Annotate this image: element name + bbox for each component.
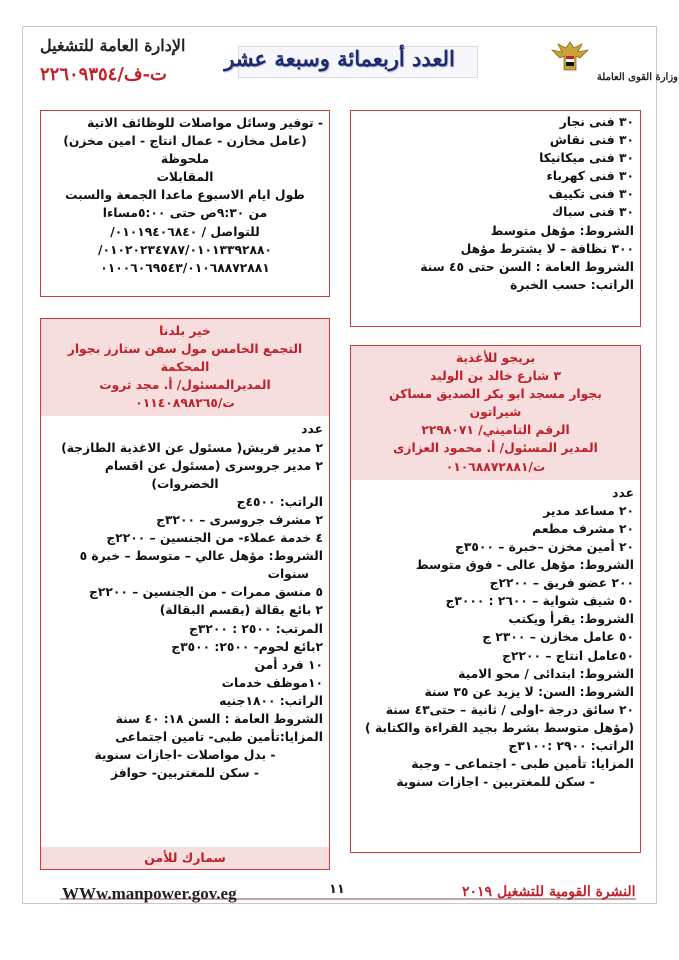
- list-item: ٥ منسق ممرات - من الجنسين – ٢٢٠٠ج: [89, 585, 323, 600]
- list-item: ٢٠ أمين مخزن –خبرة – ٣٥٠٠ج: [455, 539, 634, 554]
- list-item: - سكن للمغتربين- حوافز: [110, 766, 260, 781]
- company-address: بجوار مسجد ابو بكر الصديق مساكن: [389, 387, 602, 402]
- list-item: ٢ بائع بقالة (بقسم البقالة): [159, 603, 323, 618]
- company-phone: ت/٠١٠٦٨٨٧٢٨٨١: [445, 459, 546, 474]
- list-item: ٢ مشرف جروسرى – ٣٢٠٠ج: [156, 512, 323, 527]
- list-item: عدد: [612, 485, 634, 500]
- list-item: الراتب: ١٨٠٠جنيه: [219, 693, 323, 708]
- list-item: الشروط: السن: لا يزيد عن ٣٥ سنة: [424, 684, 634, 699]
- list-item: ٣٠ فنى سباك: [551, 205, 634, 220]
- next-company-title: سمارك للأمن: [41, 847, 329, 869]
- company-address: المحكمة: [160, 360, 210, 375]
- list-item: ٠١٠٠٦٠٦٩٥٤٣/٠١٠٦٨٨٧٢٨٨١: [100, 260, 270, 275]
- list-item: المزايا: تأمين طبى - اجتماعى – وجبة: [411, 757, 634, 772]
- list-item: عدد: [301, 422, 323, 437]
- list-item: ٣٠ فنى تكييف: [548, 187, 634, 202]
- list-item: ٢٠ مشرف مطعم: [532, 521, 634, 536]
- list-item: ٢بائع لحوم- ٢٥٠٠: ٣٥٠٠ج: [171, 639, 323, 654]
- list-item: من ٩:٣٠ص حتى ٥:٠٠مساءا: [102, 206, 268, 221]
- list-item: الشروط: ابتدائى / محو الامية: [458, 666, 634, 681]
- company-header: [41, 319, 329, 416]
- department-name: الإدارة العامة للتشغيل: [40, 36, 186, 55]
- list-item: المرتب: ٢٥٠٠ : ٣٢٠٠ج: [189, 621, 323, 636]
- list-item: ٢٠ سائق درجة -اولى / ثانية – حتى٤٣ سنة: [385, 702, 634, 717]
- company-name: خير بلدنا: [159, 324, 211, 338]
- company-address: ٣ شارع خالد بن الوليد: [430, 369, 561, 384]
- bulletin-title: النشرة القومية للتشغيل ٢٠١٩: [462, 884, 636, 900]
- list-item: ٣٠٠ نظافة – لا يشترط مؤهل: [460, 241, 634, 256]
- list-item: ٥٠ شيف شواية – ٢٦٠٠ : ٣٠٠٠ج: [445, 594, 634, 609]
- list-item: المزايا:تأمين طبى- تامين اجتماعى: [115, 730, 323, 745]
- list-item: الشروط: مؤهل عالي – متوسط – خبرة ٥: [79, 549, 323, 564]
- list-item: ٣٠ فنى نقاش: [549, 133, 634, 148]
- list-item: ٢٠ مساعد مدير: [543, 503, 634, 518]
- manager-name: المدير المسئول/ أ. محمود العزازى: [393, 441, 598, 456]
- company-phone: ت/٠١١٤٠٨٩٨٢٦٥: [135, 396, 235, 411]
- list-item: الراتب: ٢٩٠٠ :٣١٠٠ج: [508, 738, 634, 753]
- list-item: - بدل مواصلات -اجازات سنوية: [94, 748, 276, 763]
- list-item: ٢٠٠ عضو فريق – ٢٢٠٠ج: [489, 576, 634, 591]
- list-item: ٥٠عامل انتاج – ٢٢٠٠ج: [502, 648, 634, 663]
- list-item: الراتب: حسب الخبرة: [510, 277, 634, 292]
- list-item: ٣٠ فنى كهرباء: [546, 169, 634, 184]
- list-item: ٥٠ عامل مخازن – ٢٣٠٠ ج: [482, 630, 634, 645]
- company-address: شيراتون: [469, 405, 522, 420]
- list-item: ١٠موظف خدمات: [221, 675, 323, 690]
- manager-name: المديرالمسئول/ أ. مجد ثروت: [99, 378, 271, 393]
- list-item: للتواصل / ٠١٠١٩٤٠٦٨٤٠/: [110, 224, 260, 239]
- page-header: [0, 0, 679, 85]
- list-item: ٣٠ فنى نجار: [559, 115, 634, 129]
- list-item: ١٠ فرد أمن: [254, 657, 323, 672]
- insurance-number: الرقم التاميني/ ٢٢٩٨٠٧١: [421, 423, 570, 438]
- list-item: الخضروات): [151, 476, 219, 491]
- issue-title: العدد أربعمائة وسبعة عشر: [224, 46, 455, 71]
- list-item: - سكن للمغتربين - اجازات سنوية: [396, 775, 595, 790]
- list-item: (عامل مخازن - عمال انتاج - امين مخزن): [63, 134, 307, 149]
- list-item: ٠١٠٢٠٢٣٤٧٨٧/٠١٠١٣٣٩٢٨٨٠/: [97, 242, 273, 257]
- department-phone: ت-ف/٢٢٦٠٩٣٥٤: [40, 64, 167, 85]
- list-item: الراتب: ٤٥٠٠ج: [236, 494, 323, 509]
- company-address: التجمع الخامس مول سفن ستارز بجوار: [67, 342, 303, 357]
- box-craft-jobs: [350, 110, 641, 327]
- list-item: سنوات: [267, 567, 309, 582]
- box-brioche-foods: [350, 345, 641, 853]
- list-item: الشروط العامة : السن حتى ٤٥ سنة: [420, 259, 634, 274]
- list-item: ٣٠ فنى ميكانيكا: [539, 151, 634, 166]
- list-item: الشروط: مؤهل عالى - فوق متوسط: [415, 558, 634, 573]
- box-transport-notes: [40, 110, 330, 297]
- company-name: بريجو للأغذية: [455, 351, 536, 365]
- list-item: المقابلات: [156, 170, 214, 185]
- list-item: الشروط: مؤهل متوسط: [490, 223, 634, 238]
- list-item: - توفير وسائل مواصلات للوظائف الاتية: [87, 116, 323, 130]
- list-item: (مؤهل متوسط بشرط بجيد القراءة والكتابة ): [365, 720, 634, 735]
- list-item: الشروط العامة : السن ١٨: ٤٠ سنة: [115, 711, 323, 726]
- website-link[interactable]: WWw.manpower.gov.eg: [62, 884, 237, 903]
- list-item: ٢ مدير فريش( مسئول عن الاغذية الطازجة): [61, 440, 323, 455]
- box-khair-baladna: [40, 318, 330, 870]
- ministry-name: وزارة القوى العاملة: [596, 72, 678, 83]
- list-item: ملحوظة: [160, 152, 210, 167]
- page-number: ١١: [329, 882, 345, 897]
- list-item: ٤ خدمة عملاء- من الجنسين – ٢٢٠٠ج: [106, 531, 323, 546]
- list-item: طول ايام الاسبوع ماعدا الجمعة والسبت: [65, 188, 305, 203]
- company-header: [351, 346, 640, 480]
- list-item: الشروط: يقرأ ويكتب: [508, 612, 634, 627]
- list-item: ٢ مدير جروسرى (مسئول عن اقسام: [104, 458, 323, 473]
